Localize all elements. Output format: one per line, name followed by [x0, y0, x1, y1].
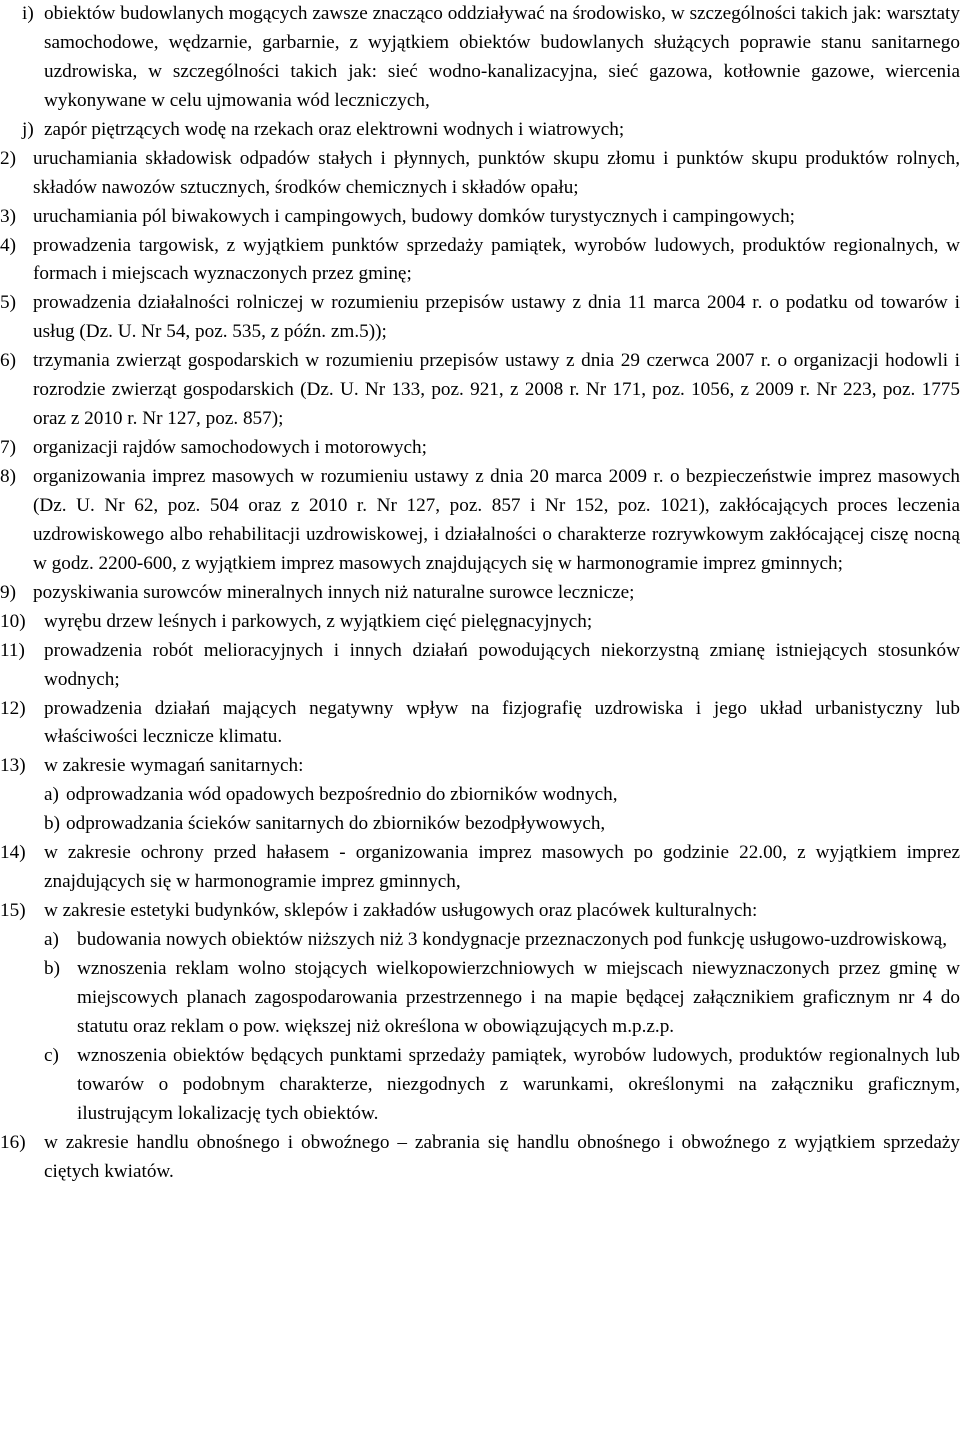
item-number: 3) — [0, 205, 16, 227]
list-item-10 — [0, 608, 960, 637]
item-number: c) — [44, 1044, 59, 1066]
list-item-3 — [0, 203, 960, 232]
item-text: budowania nowych obiektów niższych niż 3 kondygnacje przeznaczonych pod funkcję usługowo-uzdrowiskową, — [77, 929, 948, 950]
list-item-2 — [0, 145, 960, 203]
item-number: 4) — [0, 234, 16, 256]
item-number: i) — [22, 3, 34, 24]
item-number: a) — [44, 784, 59, 806]
item-number: 7) — [0, 437, 16, 459]
item-number: 6) — [0, 350, 16, 372]
item-number: 9) — [0, 581, 16, 603]
list-item-7 — [0, 434, 960, 463]
item-number: 15) — [0, 900, 26, 922]
item-text: prowadzenia działań mających negatywny wpływ na fizjografię uzdrowiska i jego układ urbanistyczny lub właściwości lecznicze klimatu. — [44, 697, 960, 748]
item-text: wyrębu drzew leśnych i parkowych, z wyjątkiem cięć pielęgnacyjnych; — [44, 610, 593, 632]
list-item-11 — [0, 637, 960, 695]
item-number: 10) — [0, 610, 26, 632]
item-text: trzymania zwierząt gospodarskich w rozumieniu przepisów ustawy z dnia 29 czerwca 2007 r. o organizacji hodowli i rozrodzie zwierząt gospodarskich (Dz. U. Nr 133, poz. 921, z 2008 r. Nr 171, poz. 1056, z 2009 r. Nr 223, poz. 1775 oraz z 2010 r. Nr 127, poz. 857); — [33, 350, 960, 430]
list-item-i — [0, 0, 960, 116]
item-text: prowadzenia targowisk, z wyjątkiem punktów sprzedaży pamiątek, wyrobów ludowych, produktów regionalnych, w formach i miejscach wyznaczonych przez gminę; — [33, 234, 960, 285]
list-item-12 — [0, 695, 960, 753]
item-number: j) — [22, 118, 34, 140]
list-item-5 — [0, 289, 960, 347]
item-text: obiektów budowlanych mogących zawsze znacząco oddziaływać na środowisko, w szczególności takich jak: warsztaty samochodowe, wędzarnie, garbarnie, z wyjątkiem obiektów budowlanych służących poprawie stanu sanitarnego uzdrowiska, w szczególności takich jak: sieć wodno-kanalizacyjna, sieć gazowa, kotłownie gazowe, wiercenia wykonywane w celu ujmowania wód leczniczych, — [44, 3, 960, 111]
item-number: 13) — [0, 755, 26, 777]
item-text: zapór piętrzących wodę na rzekach oraz elektrowni wodnych i wiatrowych; — [44, 118, 625, 140]
item-text: uruchamiania pól biwakowych i campingowych, budowy domków turystycznych i campingowych; — [33, 205, 796, 227]
sub-item-15b — [0, 955, 960, 1042]
item-text: w zakresie wymagań sanitarnych: — [44, 755, 304, 777]
sub-item-13b — [0, 810, 960, 839]
list-item-16 — [0, 1129, 960, 1187]
item-text: prowadzenia działalności rolniczej w rozumieniu przepisów ustawy z dnia 11 marca 2004 r. o podatku od towarów i usług (Dz. U. Nr 54, poz. 535, z późn. zm.5)); — [33, 292, 960, 343]
item-number: 11) — [0, 639, 25, 661]
item-text: organizowania imprez masowych w rozumieniu ustawy z dnia 20 marca 2009 r. o bezpieczeństwie imprez masowych (Dz. U. Nr 62, poz. 504 oraz z 2010 r. Nr 127, poz. 857 i Nr 152, poz. 1021), zakłócających proces leczenia uzdrowiskowego albo rehabilitacji uzdrowiskowej, i działalności o charakterze rozrywkowym zakłócającej ciszę nocną w godz. 2200-600, z wyjątkiem imprez masowych znajdujących się w harmonogramie imprez gminnych; — [33, 466, 960, 574]
item-number: 12) — [0, 697, 26, 719]
item-number: a) — [44, 929, 59, 950]
item-number: b) — [44, 957, 60, 979]
item-text: w zakresie estetyki budynków, sklepów i zakładów usługowych oraz placówek kulturalnych: — [44, 900, 758, 922]
list-item-8 — [0, 463, 960, 579]
item-text: pozyskiwania surowców mineralnych innych niż naturalne surowce lecznicze; — [33, 581, 635, 603]
item-number: 14) — [0, 842, 26, 864]
sub-item-15c — [0, 1042, 960, 1129]
item-text: odprowadzania wód opadowych bezpośrednio do zbiorników wodnych, — [66, 784, 618, 806]
item-text: odprowadzania ścieków sanitarnych do zbiorników bezodpływowych, — [66, 813, 606, 835]
item-number: 2) — [0, 147, 16, 169]
item-number: 5) — [0, 292, 16, 314]
list-item-9 — [0, 579, 960, 608]
item-text: w zakresie ochrony przed hałasem - organizowania imprez masowych po godzinie 22.00, z wyjątkiem imprez znajdujących się w harmonogramie imprez gminnych, — [44, 842, 960, 893]
item-number: b) — [44, 813, 60, 835]
item-text: w zakresie handlu obnośnego i obwoźnego – zabrania się handlu obnośnego i obwoźnego z wyjątkiem sprzedaży ciętych kwiatów. — [44, 1131, 960, 1182]
item-number: 16) — [0, 1131, 26, 1153]
sub-item-13a — [0, 781, 960, 810]
item-text: prowadzenia robót melioracyjnych i innych działań powodujących niekorzystną zmianę istniejących stosunków wodnych; — [44, 639, 960, 690]
list-item-13 — [0, 752, 960, 781]
list-item-14 — [0, 839, 960, 897]
item-text: uruchamiania składowisk odpadów stałych i płynnych, punktów skupu złomu i punktów skupu produktów rolnych, składów nawozów sztucznych, środków chemicznych i składów opału; — [33, 147, 960, 198]
item-text: organizacji rajdów samochodowych i motorowych; — [33, 437, 427, 459]
item-text: wznoszenia reklam wolno stojących wielkopowierzchniowych w miejscach niewyznaczonych przez gminę w miejscowych planach zagospodarowania przestrzennego i na mapie będącej załącznikiem graficznym nr 4 do statutu oraz reklam o pow. większej niż określona w obowiązujących m.p.z.p. — [77, 957, 960, 1037]
list-item-6 — [0, 347, 960, 434]
item-number: 8) — [0, 466, 16, 487]
list-item-j — [0, 116, 960, 145]
list-item-4 — [0, 232, 960, 290]
item-text: wznoszenia obiektów będących punktami sprzedaży pamiątek, wyrobów ludowych, produktów regionalnych lub towarów o podobnym charakterze, niezgodnych z warunkami, określonymi na załączniku graficznym, ilustrującym lokalizację tych obiektów. — [77, 1044, 960, 1124]
sub-item-15a — [0, 926, 960, 955]
list-item-15 — [0, 897, 960, 926]
